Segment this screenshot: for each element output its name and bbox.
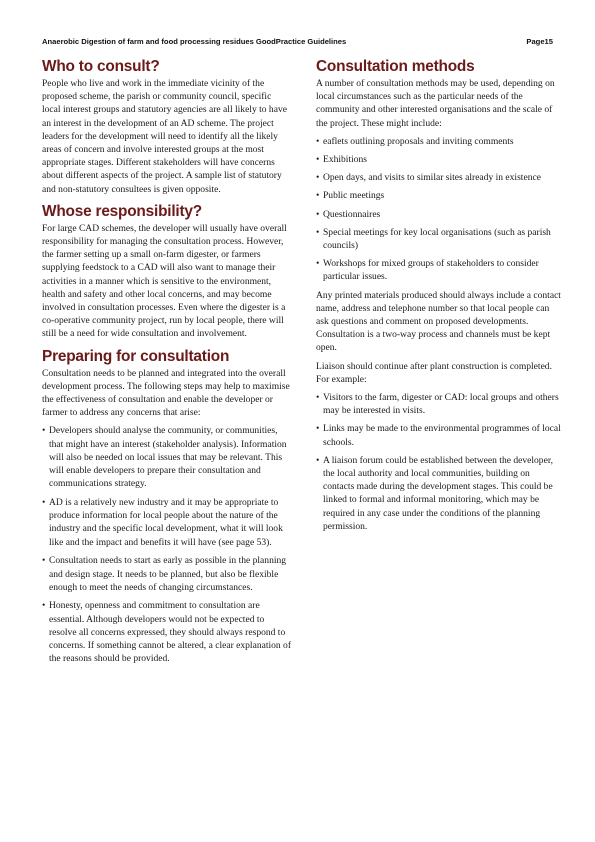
printed-materials-text: Any printed materials produced should always include a contact name, address and telephone number so that local people can ask questions and comment on proposed developments. Consultation is a two-way process and channels must be kept open. [316,289,561,354]
list-item: • Exhibitions [316,154,368,166]
bullet-dot-icon: • [316,454,320,466]
list-item: • Public meetings [316,190,385,202]
preparing-heading: Preparing for consultation [42,347,230,365]
whose-responsibility-text: For large CAD schemes, the developer will usually have overall responsibility for managing the consultation process. However, the farmer setting up a small on-farm digester, or farmers supplying feedstock to a CAD will also want to manage their activities in a manner which is sensitive to the environment, health and safety and other local concerns, and may become involved in consultation processes. Even where the digester is a co-operative community project, run by local people, there will still be a need for wide consultation and involvement. [42,222,287,340]
who-to-consult-section [42,58,292,196]
consultation-methods-section [316,58,562,533]
right-column [316,58,562,538]
list-item: • Questionnaires [316,208,381,220]
consultation-methods-heading: Consultation methods [316,58,475,75]
bullet-dot-icon: • [316,172,320,184]
list-item: • Visitors to the farm, digester or CAD: local groups and others may be interested in visits. [316,392,559,417]
bullet-dot-icon: • [316,258,320,270]
list-item: • Open days, and visits to similar sites already in existence [316,172,541,184]
list-item: • Links may be made to the environmental programmes of local schools. [316,423,561,448]
preparing-intro: Consultation needs to be planned and integrated into the overall development process. The following steps may help to maximise the effectiveness of consultation and enable the developer or farmer to address any concerns that arise: [42,367,290,419]
methods-list [316,135,562,284]
left-column [42,58,292,671]
list-item: • Consultation needs to start as early as possible in the planning and design stage. It needs to be planned, but also be flexible enough to meet the needs of changing circumstances. [42,555,287,593]
preparing-section [42,348,292,666]
whose-responsibility-heading: Whose responsibility? [42,202,202,220]
list-item: • Honesty, openness and commitment to consultation are essential. Although developers would not be expected to resolve all concerns expressed, they should always respond to concerns. If something cannot be altered, a clear explanation of the reasons should be provided. [42,600,292,665]
whose-responsibility-section [42,203,292,341]
who-to-consult-heading: Who to consult? [42,58,160,75]
document-title: Anaerobic Digestion of farm and food processing residues GoodPractice Guidelines [42,37,347,46]
bullet-dot-icon: • [316,423,320,435]
bullet-dot-icon: • [316,208,320,220]
bullet-dot-icon: • [42,425,46,437]
consultation-methods-intro: A number of consultation methods may be used, depending on local circumstances such as the particular needs of the community and other interested organisations and the scale of the project. These might include: [316,78,555,129]
page-number: Page15 [526,37,553,46]
bullet-dot-icon: • [316,190,320,202]
list-item: • Workshops for mixed groups of stakeholders to consider particular issues. [316,258,539,283]
list-item: • Special meetings for key local organisations (such as parish councils) [316,226,551,252]
bullet-dot-icon: • [316,226,320,238]
list-item: • eaflets outlining proposals and inviting comments [316,135,514,147]
bullet-dot-icon: • [42,555,46,567]
page-header [42,37,553,49]
who-to-consult-text: People who live and work in the immediate vicinity of the proposed scheme, the parish or community council, specific local interest groups and statutory agencies are all likely to have an interest in the development of an AD scheme. The project leaders for the development will need to identify all the likely areas of concern and involve interested groups at the most appropriate stages. Different stakeholders will have concerns about different aspects of the project. A sample list of statutory and non-statutory consultees is given opposite. [42,78,287,195]
bullet-dot-icon: • [316,154,320,166]
liaison-list [316,391,562,533]
list-item: • AD is a relatively new industry and it may be appropriate to produce information for local people about the nature of the industry and the specific local development, what it will look like and the impact and benefits it will have (see page 53). [42,496,283,548]
bullet-dot-icon: • [316,392,320,404]
bullet-dot-icon: • [42,496,46,508]
bullet-dot-icon: • [42,600,46,612]
liaison-text: Liaison should continue after plant construction is completed. For example: [316,360,552,385]
list-item: • Developers should analyse the community, or communities, that might have an interest (stakeholder analysis). Information will also be needed on local issues that may be relevant. This will enable developers to prepare their consultation and communications strategy. [42,425,287,490]
list-item: • A liaison forum could be established between the developer, the local authority and local communities, building on contacts made during the development stages. This could be linked to formal and informal monitoring, which may be required in any case under the conditions of the planning permission. [316,454,554,532]
bullet-dot-icon: • [316,135,320,147]
preparing-list [42,424,292,665]
